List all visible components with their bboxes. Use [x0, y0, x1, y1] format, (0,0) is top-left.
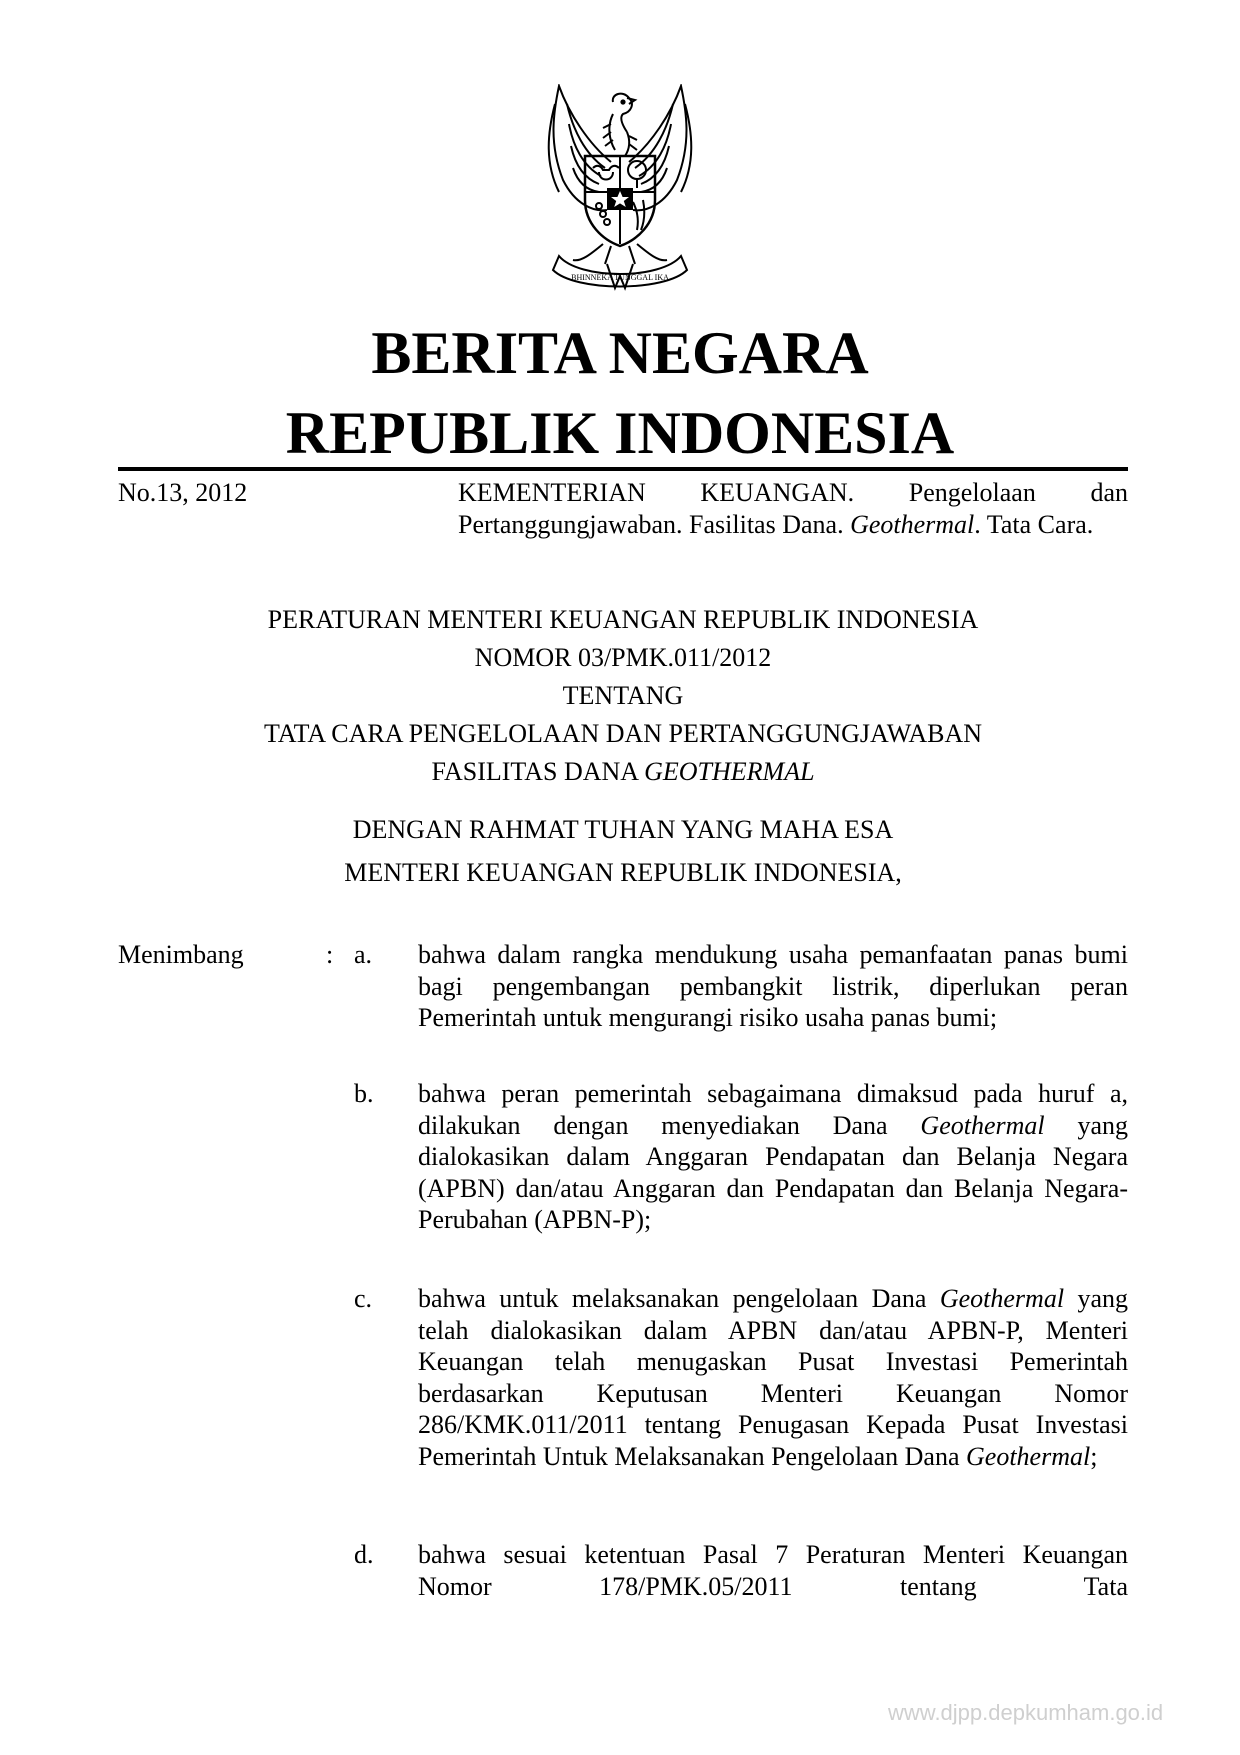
item-c-italic-1: Geothermal	[939, 1284, 1065, 1313]
regulation-subject-2-text: FASILITAS DANA	[431, 757, 645, 786]
regulation-title: PERATURAN MENTERI KEUANGAN REPUBLIK INDONESIA	[267, 605, 979, 634]
item-a-text: bahwa dalam rangka mendukung usaha pemanfaatan panas bumi bagi pengembangan pembangkit listrik, diperlukan peran Pemerintah untuk mengurangi risiko usaha panas bumi;	[418, 940, 1128, 1033]
issue-number: No.13, 2012	[118, 478, 248, 507]
subject-text: KEMENTERIAN KEUANGAN. Pengelolaan dan Pertanggungjawaban. Fasilitas Dana.	[458, 478, 1128, 539]
regulation-tentang: TENTANG	[562, 681, 684, 710]
item-a-marker: a.	[354, 940, 373, 969]
item-b-text-1: bahwa peran pemerintah sebagaimana dimaksud pada huruf a, dilakukan dengan menyediakan Dana	[418, 1079, 1128, 1140]
watermark-url: www.djpp.depkumham.go.id	[888, 1700, 1164, 1725]
regulation-number: NOMOR 03/PMK.011/2012	[474, 643, 772, 672]
item-c-text	[418, 1283, 1128, 1473]
issue-subject	[458, 477, 1128, 541]
masthead-title-line2: REPUBLIK INDONESIA	[285, 400, 955, 466]
emblem-motto: BHINNEKA TUNGGAL IKA	[571, 273, 669, 282]
item-d-text: bahwa sesuai ketentuan Pasal 7 Peraturan Menteri Keuangan Nomor 178/PMK.05/2011 tentang Tata	[418, 1540, 1128, 1601]
item-c-marker: c.	[354, 1284, 373, 1313]
menimbang-colon: :	[326, 940, 334, 969]
subject-italic: Geothermal	[850, 510, 975, 539]
item-c-text-3: ;	[1090, 1441, 1098, 1471]
menimbang-label: Menimbang	[118, 940, 244, 969]
garuda-emblem-icon	[519, 84, 721, 302]
item-c-italic-2: Geothermal	[966, 1441, 1091, 1471]
item-b-text-2: yang dialokasikan dalam Anggaran Pendapatan dan Belanja Negara (APBN) dan/atau Anggaran dan Pendapatan dan Belanja Negara-Perubahan (APBN-P);	[418, 1110, 1128, 1235]
regulation-subject-2	[118, 755, 1128, 789]
header-rule	[118, 467, 1128, 471]
item-d-marker: d.	[354, 1540, 374, 1569]
item-b-marker: b.	[354, 1079, 374, 1108]
item-c-text-2: yang telah dialokasikan dalam APBN dan/atau APBN-P, Menteri Keuangan telah menugaskan Pusat Investasi Pemerintah berdasarkan Keputusan Menteri Keuangan Nomor 286/KMK.011/2011 tentang Penugasan Kepada Pusat Investasi Pemerintah Untuk Melaksanakan Pengelolaan Dana	[418, 1284, 1128, 1471]
regulation-subject: TATA CARA PENGELOLAAN DAN PERTANGGUNGJAWABAN	[263, 719, 983, 748]
invocation: DENGAN RAHMAT TUHAN YANG MAHA ESA	[352, 815, 894, 844]
masthead-title-line1: BERITA NEGARA	[371, 320, 869, 386]
item-b-text	[418, 1078, 1128, 1236]
item-b-italic: Geothermal	[920, 1110, 1045, 1140]
item-c-text-1: bahwa untuk melaksanakan pengelolaan Dana	[418, 1284, 940, 1313]
issuer: MENTERI KEUANGAN REPUBLIK INDONESIA,	[344, 858, 902, 887]
regulation-subject-2-italic: GEOTHERMAL	[644, 757, 815, 786]
subject-text-end: . Tata Cara.	[974, 510, 1094, 539]
